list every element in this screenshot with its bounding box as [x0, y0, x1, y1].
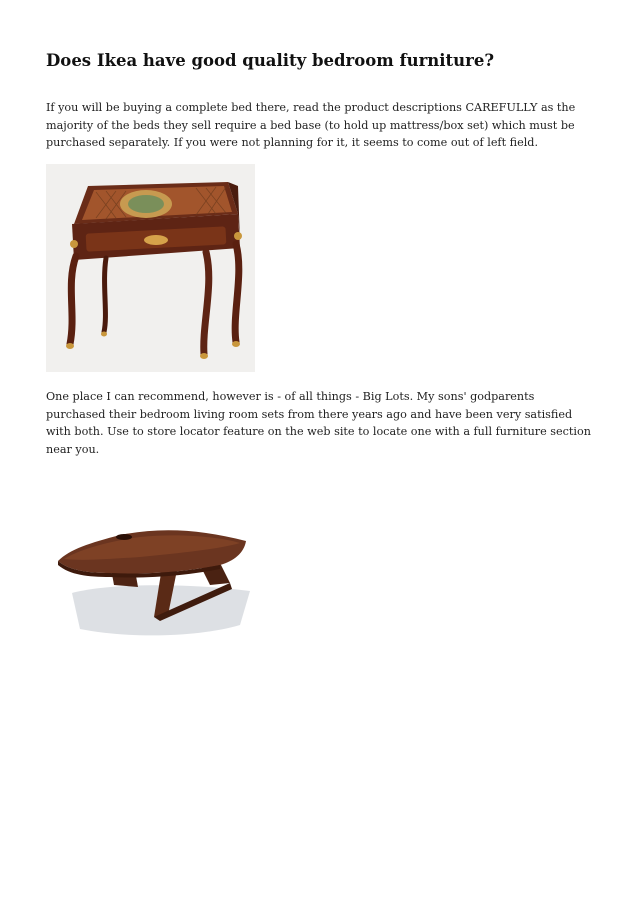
- paragraph-1: If you will be buying a complete bed there, read the product descriptions CAREFULLY as the majority of the beds they sell require a bed base (to hold up mattress/box set) which must be purchased separately. If you were not planning for it, it seems to come out of left field.: [46, 101, 576, 149]
- page-title: Does Ikea have good quality bedroom furniture?: [46, 51, 494, 70]
- table-illustration: [50, 513, 262, 641]
- antique-desk-image: [46, 164, 255, 372]
- desk-illustration: [46, 164, 255, 372]
- coffee-table-image: [50, 513, 262, 641]
- paragraph-2: One place I can recommend, however is - of all things - Big Lots. My sons' godparents purchased their bedroom living room sets from there years ago and have been very satisfied with both. Use to store locator feature on the web site to locate one with a full furniture section near you.: [46, 390, 591, 456]
